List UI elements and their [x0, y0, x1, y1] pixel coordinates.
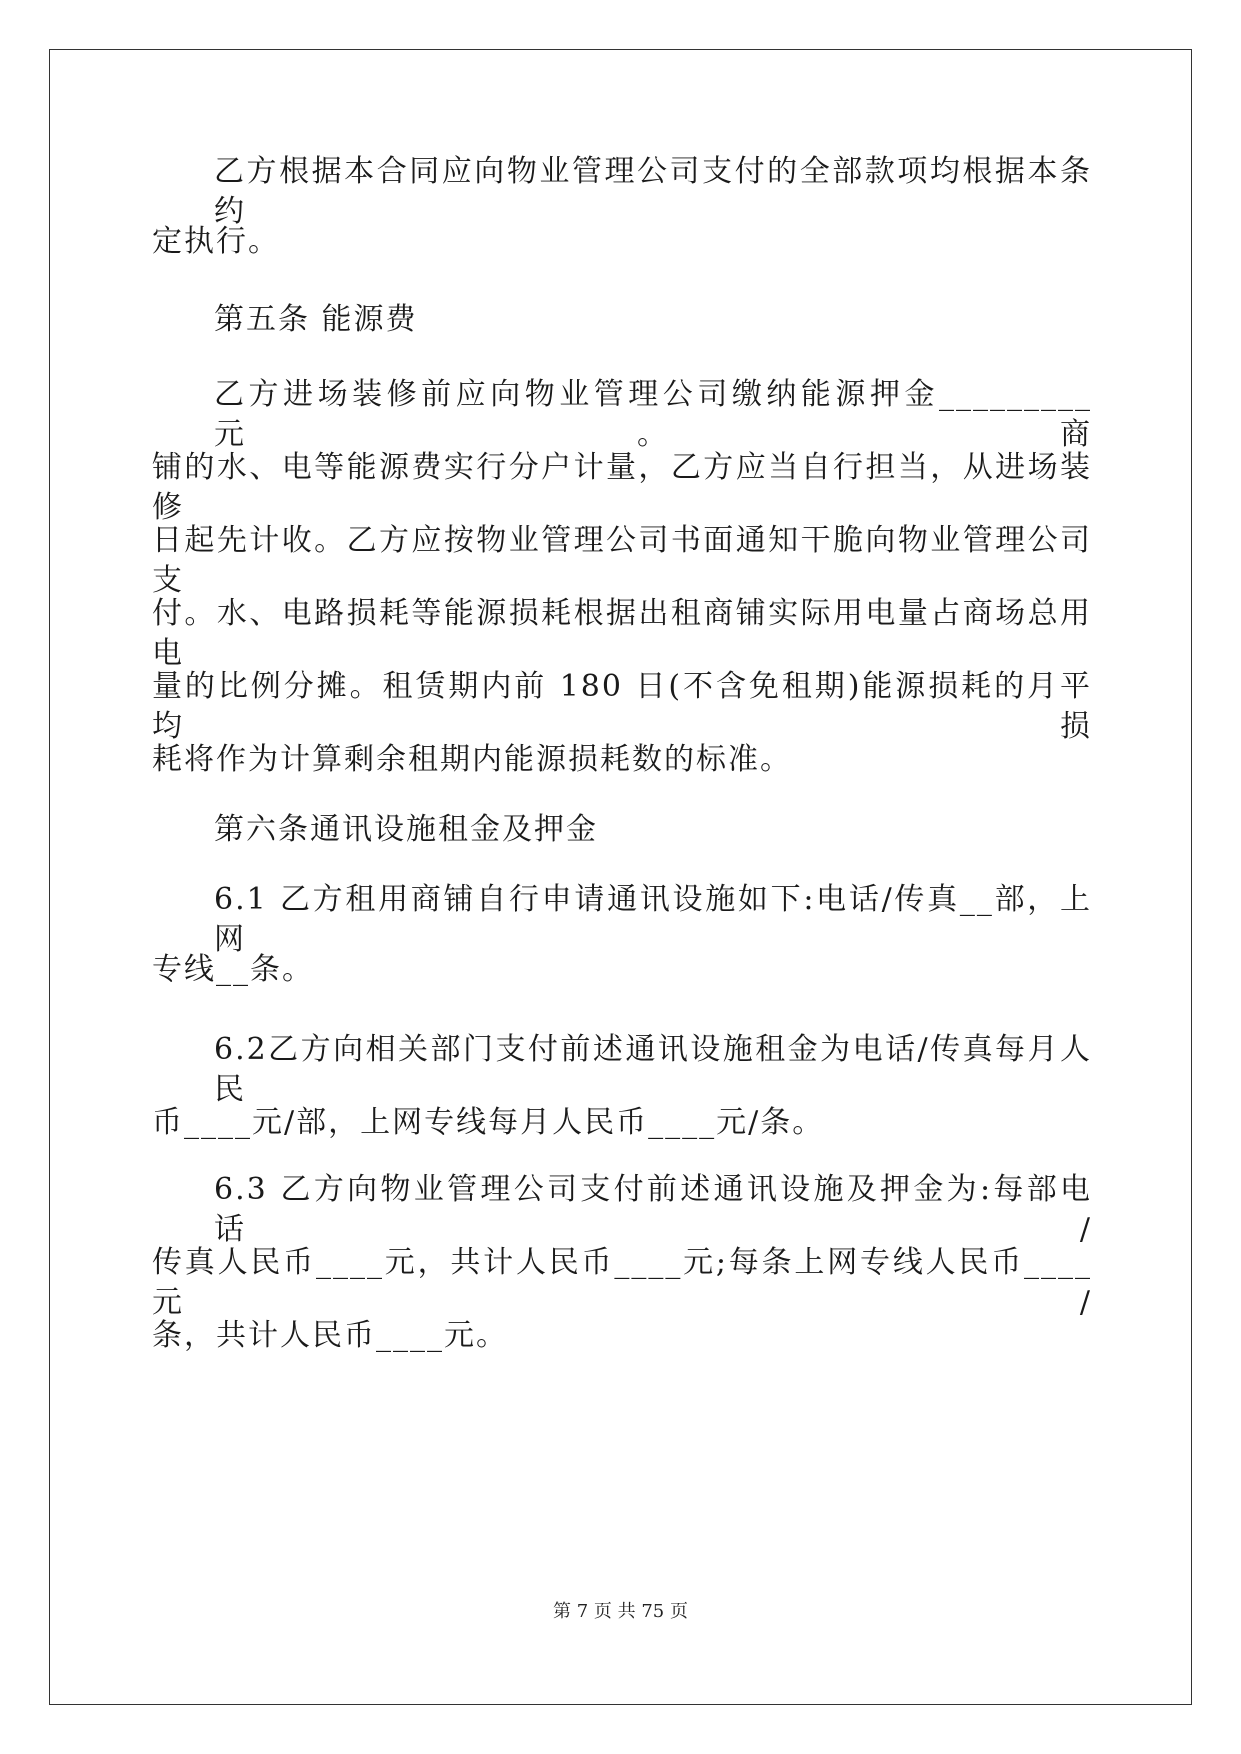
paragraph-line: 乙方进场装修前应向物业管理公司缴纳能源押金_________元。商 [214, 377, 1092, 452]
paragraph-line: 6.3 乙方向物业管理公司支付前述通讯设施及押金为:每部电话/ [214, 1172, 1092, 1247]
paragraph-line: 6.1 乙方租用商铺自行申请通讯设施如下:电话/传真__部，上网 [214, 882, 1092, 957]
paragraph-line: 付。水、电路损耗等能源损耗根据出租商铺实际用电量占商场总用电 [152, 596, 1092, 671]
paragraph-line: 日起先计收。乙方应按物业管理公司书面通知干脆向物业管理公司支 [152, 523, 1092, 598]
paragraph-line: 币____元/部，上网专线每月人民币____元/条。 [152, 1105, 825, 1140]
paragraph-line: 乙方根据本合同应向物业管理公司支付的全部款项均根据本条约 [214, 154, 1092, 229]
paragraph-line: 铺的水、电等能源费实行分户计量，乙方应当自行担当，从进场装修 [152, 450, 1092, 525]
section-heading: 第五条 能源费 [214, 302, 418, 337]
paragraph-line: 量的比例分摊。租赁期内前 180 日(不含免租期)能源损耗的月平均损 [152, 669, 1092, 744]
paragraph-line: 定执行。 [152, 224, 280, 259]
section-heading: 第六条通讯设施租金及押金 [214, 812, 598, 847]
page-footer: 第 7 页 共 75 页 [553, 1601, 688, 1622]
paragraph-line: 传真人民币____元，共计人民币____元;每条上网专线人民币____元/ [152, 1245, 1092, 1320]
paragraph-line: 条，共计人民币____元。 [152, 1318, 508, 1353]
page-border [49, 49, 1192, 1705]
paragraph-line: 6.2乙方向相关部门支付前述通讯设施租金为电话/传真每月人民 [214, 1032, 1092, 1107]
paragraph-line: 专线__条。 [152, 952, 314, 987]
paragraph-line: 耗将作为计算剩余租期内能源损耗数的标准。 [152, 742, 792, 777]
